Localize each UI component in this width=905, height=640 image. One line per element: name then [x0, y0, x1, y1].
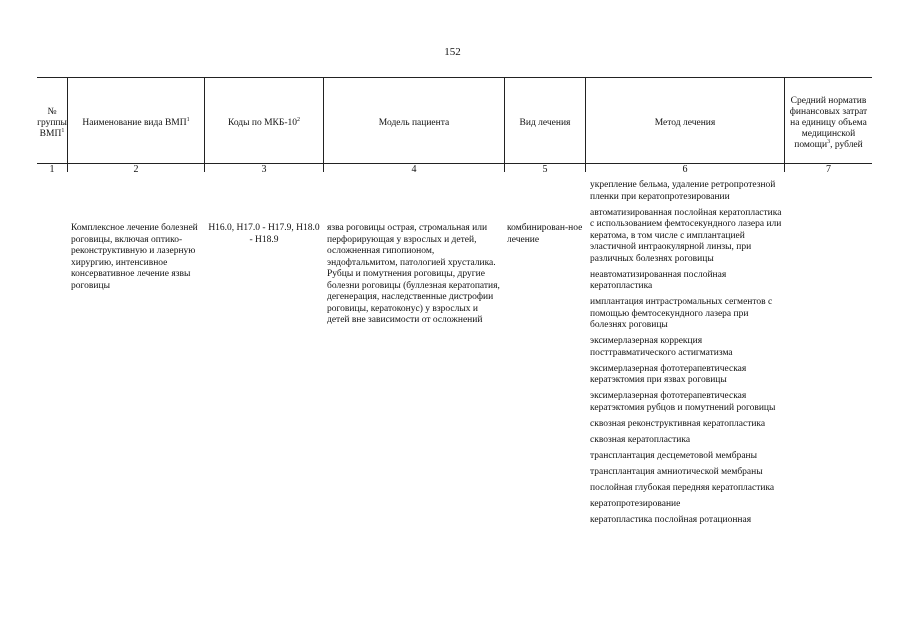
- header-icd-codes: Коды по МКБ-$10^2$: [227, 116, 301, 128]
- page-number: 152: [444, 46, 461, 58]
- column-number: 2: [133, 164, 139, 175]
- vmp-name-cell: Комплексное лечение болезней роговицы, включая оптико-реконструктивную и лазерную хирургию, интенсивное консервативное лечение язвы роговицы: [71, 223, 198, 291]
- column-number: 1: [49, 164, 55, 175]
- treatment-type-cell: комбинирован-ное лечение: [507, 223, 583, 245]
- treatment-methods-list: [590, 180, 782, 531]
- method-item: имплантация интрастромальных сегментов с помощью фемтосекундного лазера при болезнях роговицы: [590, 297, 773, 330]
- method-item: кератопластика послойная ротационная: [590, 514, 752, 525]
- method-item: эксимерлазерная фототерапевтическая кератэктомия при язвах роговицы: [590, 363, 747, 385]
- column-number: 3: [261, 164, 267, 175]
- header-vmp-name: Наименование вида ВМП$^1$: [82, 116, 190, 128]
- method-item: послойная глубокая передняя кератопластика: [590, 482, 775, 493]
- header-group-number: № группы ВМП$^1$: [37, 106, 67, 139]
- method-item: трансплантация амниотической мембраны: [590, 466, 763, 477]
- method-item: неавтоматизированная послойная кератопластика: [590, 269, 727, 291]
- header-treatment-type: Вид лечения: [519, 117, 571, 128]
- patient-model-cell: язва роговицы острая, стромальная или перфорирующая у взрослых и детей, осложненная гипопионом, эндофтальмитом, патологией хрусталика. Рубцы и помутнения роговицы, другие болезни роговицы (буллезная кератопатия, дегенерация, наследственные дистрофии роговицы, кератоконус) у взрослых и детей вне зависимости от осложнений: [327, 223, 500, 325]
- method-item: трансплантация десцеметовой мембраны: [590, 450, 758, 461]
- method-item: автоматизированная послойная кератопластика с использованием фемтосекундного лазера или кератома, в том числе с имплантацией эластичной интраокулярной линзы, при различных болезнях роговицы: [590, 207, 782, 264]
- method-item: кератопротезирование: [590, 498, 681, 509]
- method-item: эксимерлазерная фототерапевтическая кератэктомия рубцов и помутнений роговицы: [590, 391, 776, 413]
- column-number: 4: [411, 164, 417, 175]
- icd-codes-cell: H16.0, H17.0 - H17.9, H18.0 - H18.9: [208, 223, 320, 245]
- column-number: 6: [682, 164, 688, 175]
- column-number: 7: [826, 164, 831, 175]
- method-item: эксимерлазерная коррекция посттравматического астигматизма: [590, 336, 733, 358]
- method-item: сквозная реконструктивная кератопластика: [590, 418, 766, 429]
- header-patient-model: Модель пациента: [378, 117, 450, 128]
- header-treatment-method: Метод лечения: [654, 117, 716, 128]
- method-item: сквозная кератопластика: [590, 434, 691, 445]
- column-number: 5: [542, 164, 548, 175]
- header-financial-norm: Средний норматив финансовых затрат на единицу объема медицинской помощи$^3$, рублей: [789, 95, 868, 150]
- method-item: укрепление бельма, удаление ретропротезной пленки при кератопротезировании: [590, 180, 776, 202]
